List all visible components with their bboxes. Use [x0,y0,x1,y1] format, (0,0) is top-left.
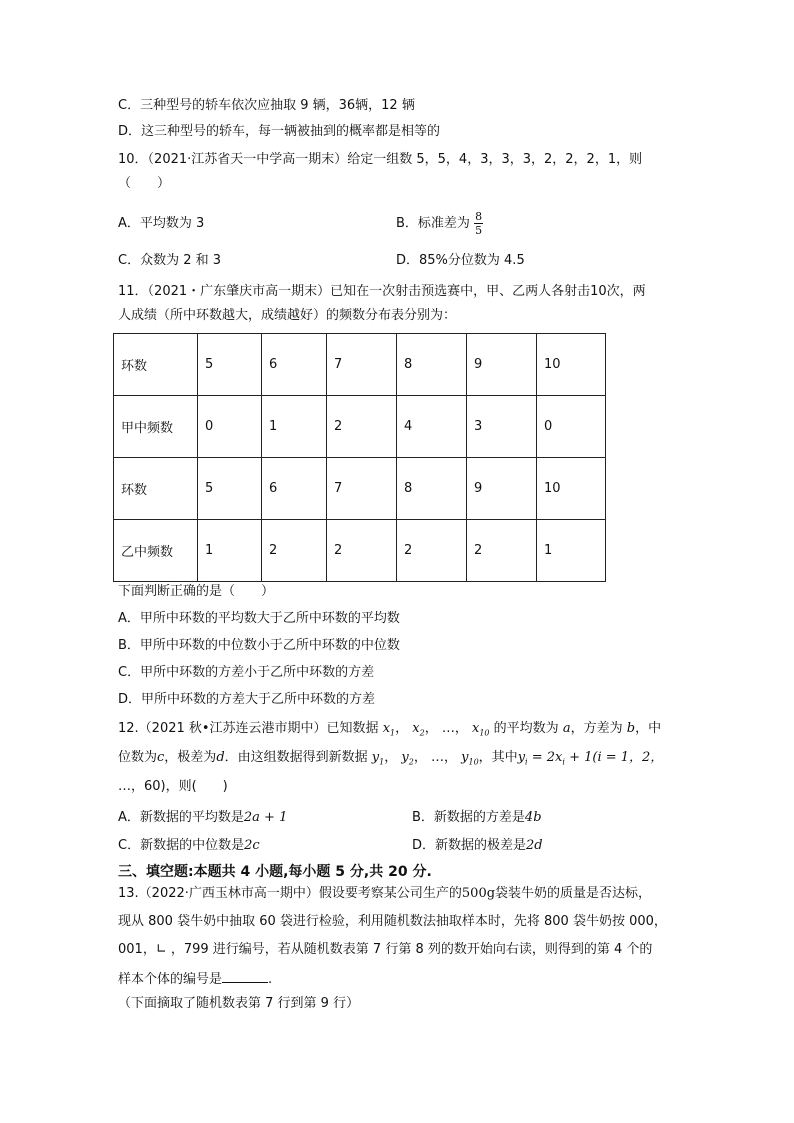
q12-line2-d: ，其中 [478,750,518,765]
var-x: x [412,721,420,736]
q13-line4-end: . [268,972,273,987]
q13-unit: 500g [461,886,496,901]
q13-line1-b: 袋装牛奶的质量是否达标， [495,886,652,901]
formula [518,750,664,765]
table-cell: 10 [537,458,606,520]
q11-option-a: A．甲所中环数的平均数大于乙所中环数的平均数 [118,611,400,626]
table-cell: 7 [327,458,397,520]
q10-stem: 10．（2021·江苏省天一中学高一期末）给定一组数 5，5，4，3，3，3，2，2，2，1，则 [118,152,643,167]
q10-paren: （ ） [118,176,171,191]
q12-line2-c: ．由这组数据得到新数据 [224,750,368,765]
ellipsis: … [430,750,444,765]
section-title: 三、填空题:本题共 4 小题,每小题 5 分,共 20 分. [118,864,432,880]
table-row [114,458,606,520]
table-row-header: 甲中频数 [114,396,198,458]
q13-line1-a: 13.（2022·广西玉林市高一期中）假设要考察某公司生产的 [118,886,462,901]
table-cell: 9 [467,334,537,396]
q12-line2-b: ，极差为 [164,750,217,765]
table-cell: 5 [198,458,262,520]
table-cell: 2 [397,520,467,582]
q9-option-d: D．这三种型号的轿车，每一辆被抽到的概率都是相等的 [118,124,441,139]
q11-option-b: B．甲所中环数的中位数小于乙所中环数的中位数 [118,638,400,653]
q13-line4 [118,968,272,990]
formula-rest: = 2x [527,750,563,765]
q10-option-c: C．众数为 2 和 3 [118,253,222,268]
table-row-header: 环数 [114,334,198,396]
var-c: c [157,750,165,765]
table-cell: 1 [198,520,262,582]
var-y: y [401,750,409,765]
var-y1 [372,750,384,765]
q12-option-a [118,808,287,828]
q12-stem-d: ，中 [635,721,662,736]
table-cell: 1 [537,520,606,582]
table-row [114,396,606,458]
fraction-denominator: 5 [475,224,483,237]
table-cell: 2 [262,520,327,582]
var-y: y [371,750,380,765]
q12-option-c-text: C．新数据的中位数是 [118,838,245,853]
var-y10 [461,750,479,765]
subscript: 2 [419,728,425,738]
q13-line3: 001，∟ ，799 进行编号，若从随机数表第 7 行第 8 列的数开始向右读，则得到的第 4 个的 [118,942,653,957]
var-x2 [412,721,424,736]
q12-option-a-text: A．新数据的平均数是 [118,810,244,825]
q12-stem-line1: 12.（2021 秋•江苏连云港市期中）已知数据 $x_1$， $x_2$， …， $x_{10}$ 的平均数为 a，方差为 b，中 [118,721,662,738]
q11-stem-line2: 人成绩（所中环数越大，成绩越好）的频数分布表分别为： [118,308,457,323]
answer-blank[interactable] [222,968,268,983]
q13-line2: 现从 800 袋牛奶中抽取 60 袋进行检验，利用随机数法抽取样本时，先将 800 袋牛奶按 000， [118,914,667,929]
subscript: i [525,757,528,767]
subscript: i [562,757,565,767]
q13-line4-text: 样本个体的编号是 [118,972,223,987]
q12-line2-a: 位数为 [118,750,158,765]
var-y: y [461,750,469,765]
q11-question: 下面判断正确的是（ ） [118,584,275,599]
q13-line1 [118,884,651,904]
q12-stem-a: 12.（2021 秋•江苏连云港市期中）已知数据 [118,721,379,736]
table-row [114,520,606,582]
table-cell: 2 [467,520,537,582]
q12-option-b-text: B．新数据的方差是 [412,810,525,825]
q10-option-d: D．85%分位数为 4.5 [396,253,525,268]
table-cell: 10 [537,334,606,396]
subscript: 10 [479,728,490,738]
table-cell: 1 [262,396,327,458]
table-cell: 3 [467,396,537,458]
var-y2 [401,750,413,765]
q12-stem-b: 的平均数为 [493,721,559,736]
table-cell: 5 [198,334,262,396]
table-cell: 2 [327,520,397,582]
q10-option-b-label: B．标准差为 [396,216,470,231]
table-cell: 4 [397,396,467,458]
q12-option-b-math: 4b [524,810,542,825]
q9-option-c: C．三种型号的轿车依次应抽取 9 辆，36辆，12 辆 [118,98,415,113]
var-x1 [383,721,395,736]
table-row-header: 乙中频数 [114,520,198,582]
ellipsis: … [441,721,455,736]
formula-tail: + 1(i = 1，2， [564,750,664,765]
q11-option-d: D．甲所中环数的方差大于乙所中环数的方差 [118,692,376,707]
fraction [474,210,483,237]
var-b: b [626,721,636,736]
q10-option-a: A．平均数为 3 [118,216,205,231]
q12-stem-line3: …，60)，则( ) [118,779,228,794]
q10-option-b [396,207,483,241]
formula-y: y [517,750,526,765]
q13-line5: （下面摘取了随机数表第 7 行到第 9 行） [118,996,360,1011]
frequency-table [113,333,606,582]
q12-option-c [118,836,260,856]
q12-option-d-math: 2d [526,838,543,853]
table-cell: 8 [397,458,467,520]
table-cell: 2 [327,396,397,458]
var-d: d [216,750,225,765]
subscript: 10 [468,757,479,767]
var-x10 [472,721,490,736]
var-x: x [472,721,480,736]
subscript: 1 [379,757,385,767]
q11-option-c: C．甲所中环数的方差小于乙所中环数的方差 [118,665,375,680]
table-cell: 6 [262,334,327,396]
table-cell: 6 [262,458,327,520]
table-row-header: 环数 [114,458,198,520]
var-a: a [562,721,571,736]
subscript: 1 [390,728,396,738]
q12-option-c-math: 2c [244,838,260,853]
q11-stem-line1: 11．（2021・广东肇庆市高一期末）已知在一次射击预选赛中，甲、乙两人各射击10次，两 [118,284,646,299]
q12-option-d [412,836,543,856]
q12-stem-c: ，方差为 [570,721,623,736]
fraction-numerator: 8 [475,210,483,223]
var-x: x [382,721,391,736]
table-cell: 0 [198,396,262,458]
table-cell: 9 [467,458,537,520]
table-cell: 8 [397,334,467,396]
q12-option-a-math: 2a + 1 [243,810,288,825]
table-cell: 0 [537,396,606,458]
table-row [114,334,606,396]
q12-option-d-text: D．新数据的极差是 [412,838,527,853]
subscript: 2 [408,757,414,767]
q12-stem-line2: 位数为c，极差为d．由这组数据得到新数据 $y_1$， $y_2$， …， $y_{10}$，其中$y_i = 2x_i + 1(i = 1$，2， [118,750,664,767]
table-cell: 7 [327,334,397,396]
q12-option-b [412,808,542,828]
